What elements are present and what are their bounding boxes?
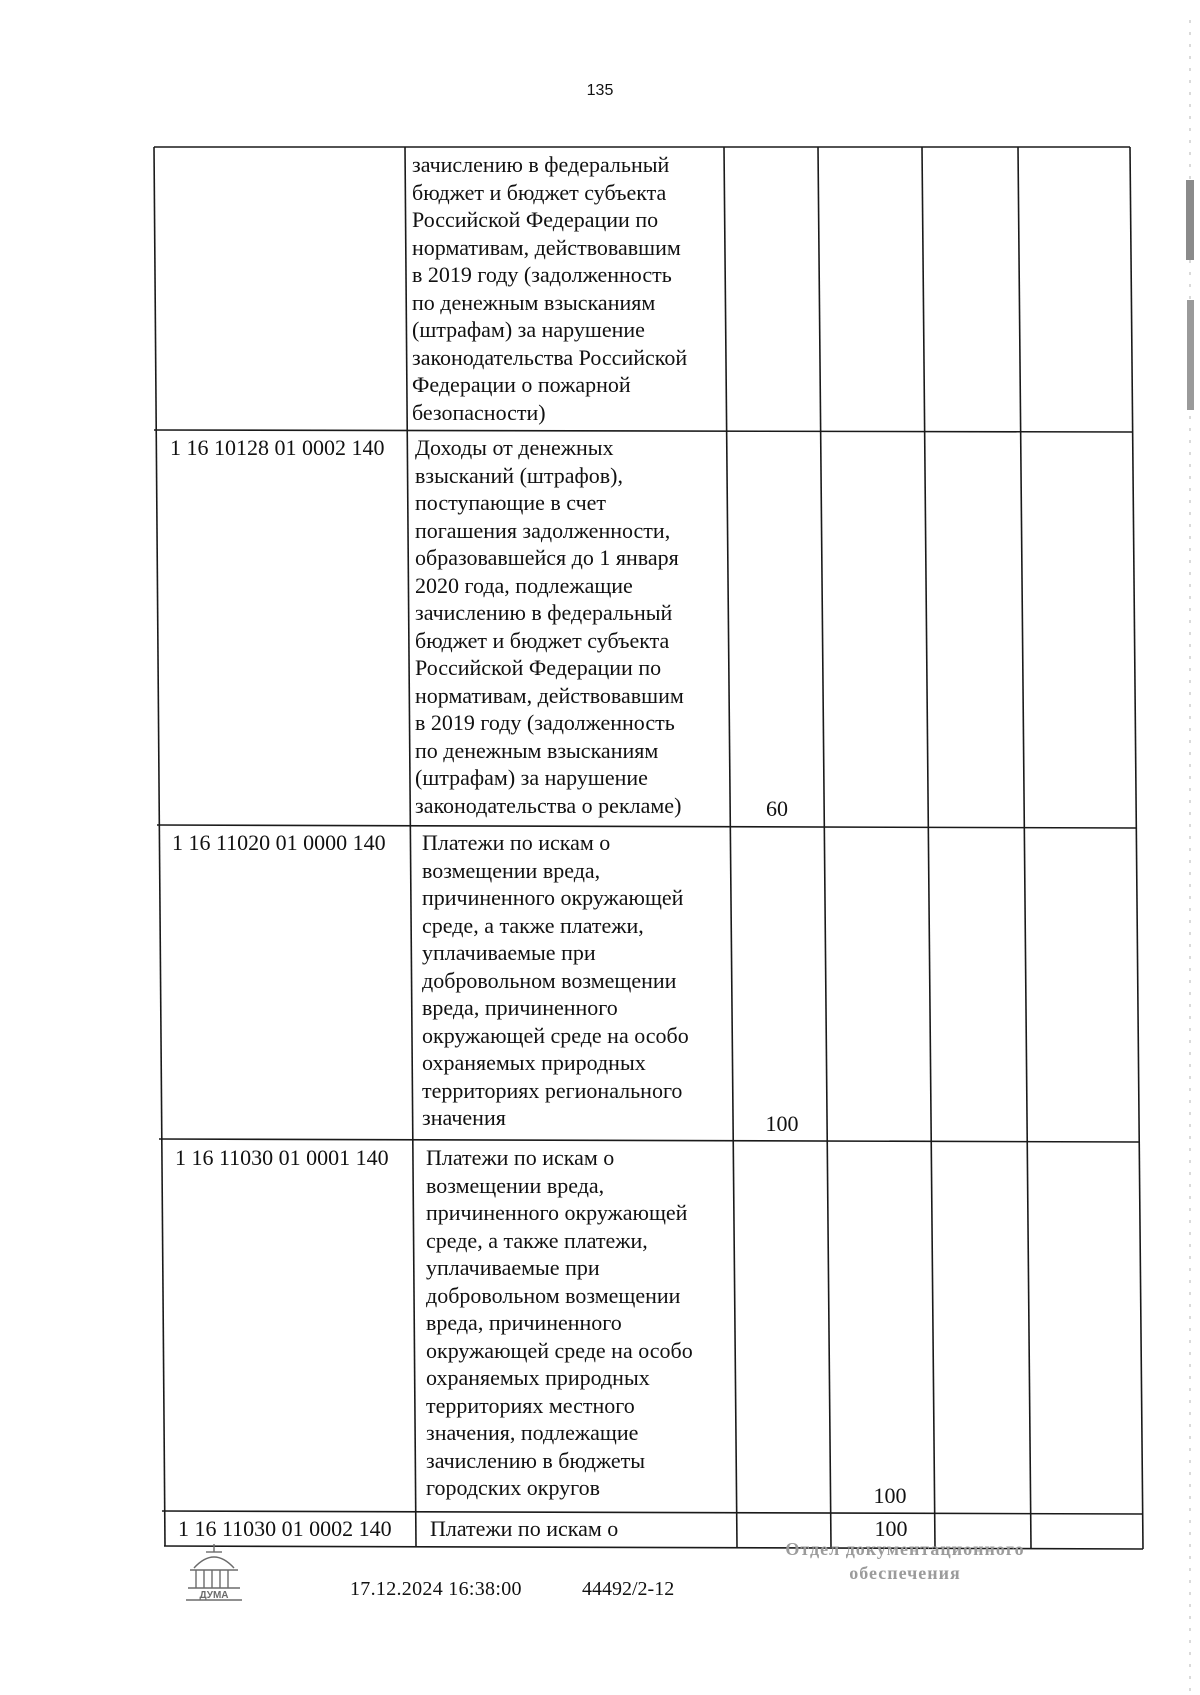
row-1-description: Доходы от денежных взысканий (штрафов), поступающие в счет погашения задолженности, образовавшейся до 1 января 2020 года, подлежащие зачислению в федеральный бюджет и бюджет субъекта Российской Федерации по нормативам, действовавшим в 2019 году (задолженность по денежным взысканиям (штрафам) за нарушение законодательства о рекламе) [415,435,684,818]
row-4-code: 1 16 11030 01 0002 140 [178,1516,392,1541]
logo-text: ДУМА [199,1590,229,1601]
row-3-col2-value: 100 [873,1483,907,1508]
row-2-description: Платежи по искам о возмещении вреда, причиненного окружающей среде, а также платежи, уплачиваемые при добровольном возмещении вреда, причиненного окружающей среде на особо охраняемых природных территориях регионального значения [422,830,689,1130]
row-3-code: 1 16 11030 01 0001 140 [175,1145,389,1170]
row-0-description: зачислению в федеральный бюджет и бюджет субъекта Российской Федерации по нормативам, действовавшим в 2019 году (задолженность по денежным взысканиям (штрафам) за нарушение законодательства Российской Федерации о пожарной безопасности) [412,152,688,425]
footer-datetime: 17.12.2024 16:38:00 [350,1578,522,1600]
row-2-col1-value: 100 [765,1111,799,1136]
department-stamp: Отдел документационного обеспечения [785,1539,1025,1583]
row-4-description: Платежи по искам о [430,1516,619,1541]
row-4-col2-value: 100 [874,1516,908,1541]
duma-building-icon [178,1540,250,1604]
row-1-code: 1 16 10128 01 0002 140 [170,435,385,460]
scan-edge-artifact [1178,0,1200,1695]
row-1-col1-value: 60 [766,796,788,821]
page-number: 135 [586,82,614,99]
row-3-description: Платежи по искам о возмещении вреда, причиненного окружающей среде, а также платежи, уплачиваемые при добровольном возмещении вреда, причиненного окружающей среде на особо охраняемых природных территориях местного значения, подлежащие зачислению в бюджеты городских округов [426,1145,693,1500]
row-2-code: 1 16 11020 01 0000 140 [172,830,386,855]
footer-document-number: 44492/2-12 [582,1578,675,1600]
